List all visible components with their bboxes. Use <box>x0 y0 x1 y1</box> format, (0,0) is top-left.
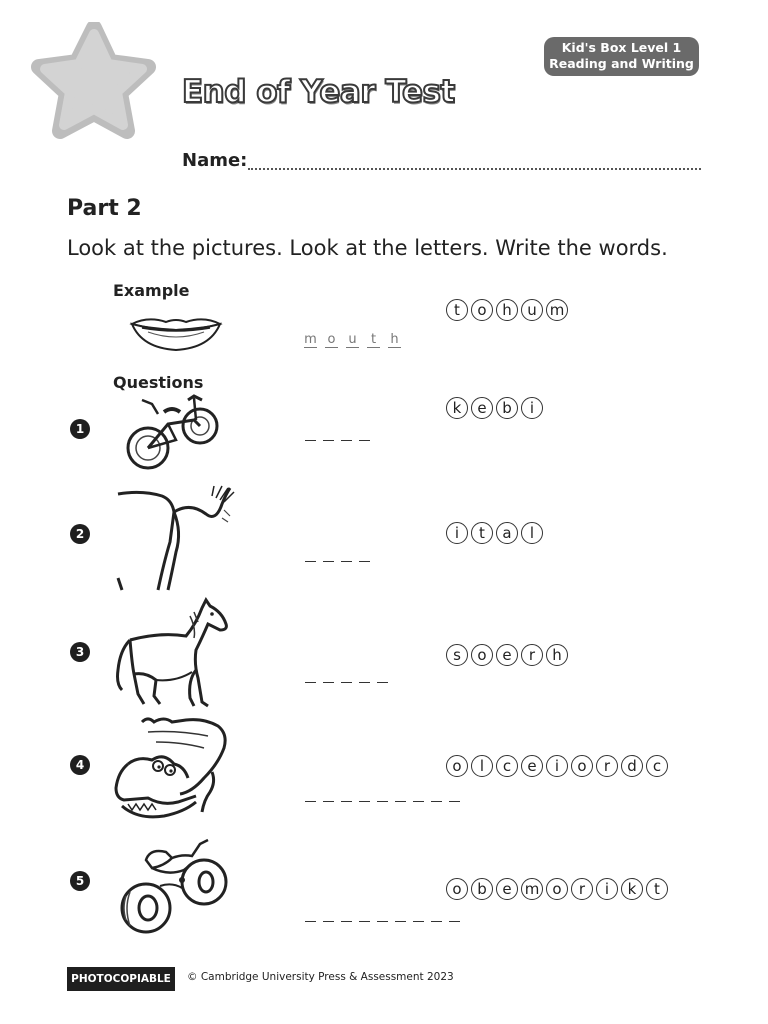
page-title: End of Year Test <box>182 74 455 110</box>
question-number: 4 <box>70 755 90 775</box>
answer-blank[interactable] <box>359 801 370 802</box>
mouth-icon <box>128 310 224 354</box>
answer-blank[interactable] <box>341 440 352 441</box>
question-4-letters <box>446 755 668 777</box>
copyright-text: © Cambridge University Press & Assessment 2023 <box>187 971 454 983</box>
bike-icon <box>124 390 220 474</box>
question-number: 2 <box>70 524 90 544</box>
level-badge <box>544 37 699 76</box>
letter-circle: b <box>471 878 493 900</box>
answer-blank[interactable] <box>341 682 352 683</box>
answer-blank[interactable] <box>395 921 406 922</box>
letter-circle: o <box>446 755 468 777</box>
letter-circle: k <box>446 397 468 419</box>
example-answer-letter: h <box>388 333 401 348</box>
answer-blank[interactable] <box>341 921 352 922</box>
answer-blank[interactable] <box>341 561 352 562</box>
crocodile-icon <box>108 712 232 824</box>
answer-blank[interactable] <box>431 921 442 922</box>
answer-blank[interactable] <box>359 921 370 922</box>
question-2-letters <box>446 522 543 544</box>
letter-circle: k <box>621 878 643 900</box>
answer-blank[interactable] <box>359 561 370 562</box>
letter-circle: m <box>521 878 543 900</box>
question-5-answer[interactable] <box>305 921 460 922</box>
answer-blank[interactable] <box>305 440 316 441</box>
letter-circle: u <box>521 299 543 321</box>
question-4-answer[interactable] <box>305 801 460 802</box>
letter-circle: l <box>471 755 493 777</box>
letter-circle: o <box>471 644 493 666</box>
example-label: Example <box>113 281 190 300</box>
letter-circle: c <box>496 755 518 777</box>
answer-blank[interactable] <box>323 682 334 683</box>
example-answer-letter: m <box>304 332 317 347</box>
letter-circle: t <box>446 299 468 321</box>
photocopiable-label: PHOTOCOPIABLE <box>67 967 175 991</box>
question-3-answer[interactable] <box>305 682 388 683</box>
letter-circle: l <box>521 522 543 544</box>
letter-circle: d <box>621 755 643 777</box>
example-answer-letter: u <box>346 333 359 348</box>
letter-circle: b <box>496 397 518 419</box>
answer-blank[interactable] <box>377 921 388 922</box>
example-answer-letter: t <box>367 333 380 348</box>
motorbike-icon <box>116 836 232 936</box>
question-1-answer[interactable] <box>305 440 370 441</box>
letter-circle: o <box>571 755 593 777</box>
instruction-text: Look at the pictures. Look at the letters. Write the words. <box>67 236 668 260</box>
letter-circle: e <box>496 644 518 666</box>
answer-blank[interactable] <box>449 921 460 922</box>
letter-circle: r <box>521 644 543 666</box>
name-field[interactable] <box>248 168 701 170</box>
answer-blank[interactable] <box>449 801 460 802</box>
answer-blank[interactable] <box>323 921 334 922</box>
answer-blank[interactable] <box>377 682 388 683</box>
example-answer <box>304 333 401 348</box>
badge-level: Kid's Box Level 1 <box>561 40 682 55</box>
horse-icon <box>110 594 232 710</box>
answer-blank[interactable] <box>305 682 316 683</box>
answer-blank[interactable] <box>395 801 406 802</box>
letter-circle: r <box>571 878 593 900</box>
answer-blank[interactable] <box>359 682 370 683</box>
star-icon <box>28 22 158 144</box>
answer-blank[interactable] <box>305 561 316 562</box>
tail-icon <box>112 482 236 592</box>
answer-blank[interactable] <box>431 801 442 802</box>
letter-circle: m <box>546 299 568 321</box>
answer-blank[interactable] <box>323 801 334 802</box>
questions-label: Questions <box>113 373 204 392</box>
letter-circle: e <box>471 397 493 419</box>
answer-blank[interactable] <box>413 921 424 922</box>
answer-blank[interactable] <box>305 801 316 802</box>
letter-circle: h <box>496 299 518 321</box>
answer-blank[interactable] <box>323 440 334 441</box>
letter-circle: e <box>521 755 543 777</box>
answer-blank[interactable] <box>341 801 352 802</box>
answer-blank[interactable] <box>305 921 316 922</box>
badge-section: Reading and Writing <box>549 56 694 71</box>
part-title: Part 2 <box>67 196 142 221</box>
question-number: 5 <box>70 871 90 891</box>
answer-blank[interactable] <box>323 561 334 562</box>
letter-circle: s <box>446 644 468 666</box>
letter-circle: o <box>446 878 468 900</box>
letter-circle: i <box>546 755 568 777</box>
answer-blank[interactable] <box>359 440 370 441</box>
letter-circle: o <box>546 878 568 900</box>
question-1-letters <box>446 397 543 419</box>
example-letters <box>446 299 568 321</box>
answer-blank[interactable] <box>377 801 388 802</box>
letter-circle: r <box>596 755 618 777</box>
example-answer-letter: o <box>325 333 338 348</box>
letter-circle: a <box>496 522 518 544</box>
letter-circle: o <box>471 299 493 321</box>
answer-blank[interactable] <box>413 801 424 802</box>
question-number: 3 <box>70 642 90 662</box>
question-number: 1 <box>70 419 90 439</box>
question-5-letters <box>446 878 668 900</box>
letter-circle: i <box>521 397 543 419</box>
letter-circle: h <box>546 644 568 666</box>
letter-circle: e <box>496 878 518 900</box>
letter-circle: t <box>471 522 493 544</box>
letter-circle: i <box>446 522 468 544</box>
letter-circle: i <box>596 878 618 900</box>
letter-circle: t <box>646 878 668 900</box>
name-label: Name: <box>182 150 248 171</box>
question-2-answer[interactable] <box>305 561 370 562</box>
letter-circle: c <box>646 755 668 777</box>
question-3-letters <box>446 644 568 666</box>
